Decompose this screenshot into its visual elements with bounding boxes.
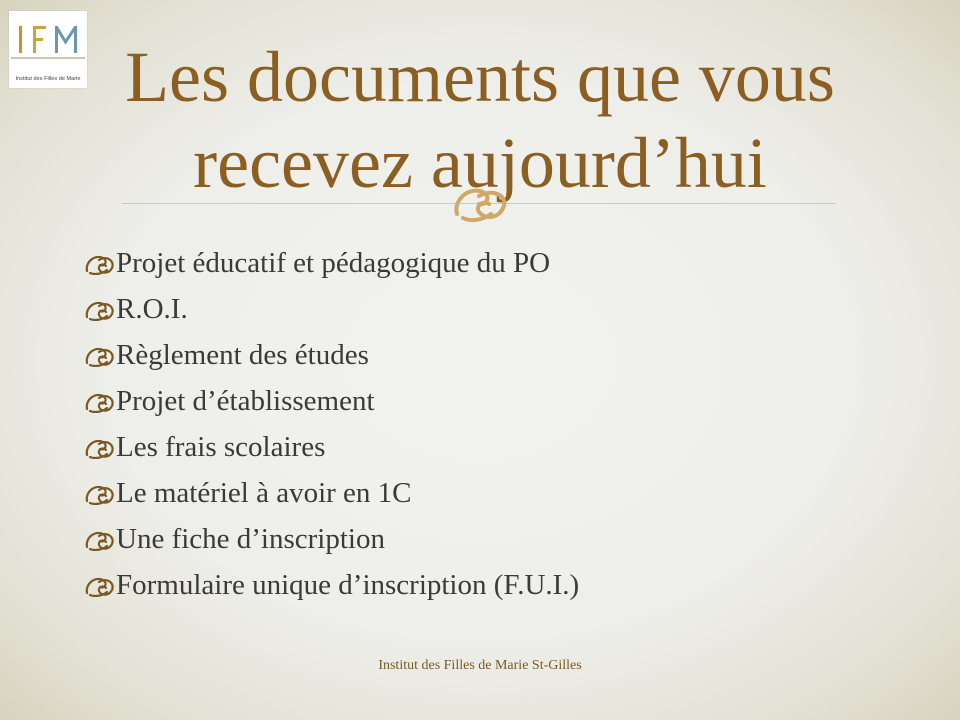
logo-caption: Institut des Filles de Marie [15, 76, 81, 82]
list-item-label: Projet éducatif et pédagogique du PO [116, 247, 551, 279]
list-item [84, 378, 579, 424]
list-item [84, 424, 579, 470]
double-swirl-flourish-icon [449, 180, 513, 224]
title-line-2: recevez aujourd’hui [193, 123, 767, 203]
swirl-flourish-icon [84, 251, 116, 275]
list-item [84, 240, 579, 286]
list-item [84, 562, 579, 608]
document-list [84, 240, 579, 608]
title-line-1: Les documents que vous [125, 37, 835, 117]
swirl-flourish-icon [84, 573, 116, 597]
list-item-label: R.O.I. [116, 293, 188, 325]
list-item [84, 286, 579, 332]
list-item-label: Une fiche d’inscription [116, 523, 385, 555]
list-item [84, 516, 579, 562]
swirl-flourish-icon [84, 297, 116, 321]
list-item-label: Projet d’établissement [116, 385, 375, 417]
swirl-flourish-icon [84, 389, 116, 413]
list-item-label: Les frais scolaires [116, 431, 326, 463]
swirl-flourish-icon [84, 527, 116, 551]
swirl-flourish-icon [84, 481, 116, 505]
list-item-label: Formulaire unique d’inscription (F.U.I.) [116, 569, 580, 601]
swirl-flourish-icon [84, 343, 116, 367]
swirl-flourish-icon [84, 435, 116, 459]
slide-footer: Institut des Filles de Marie St-Gilles [378, 658, 582, 673]
list-item-label: Règlement des études [116, 339, 369, 371]
list-item [84, 470, 579, 516]
list-item [84, 332, 579, 378]
list-item-label: Le matériel à avoir en 1C [116, 477, 412, 509]
